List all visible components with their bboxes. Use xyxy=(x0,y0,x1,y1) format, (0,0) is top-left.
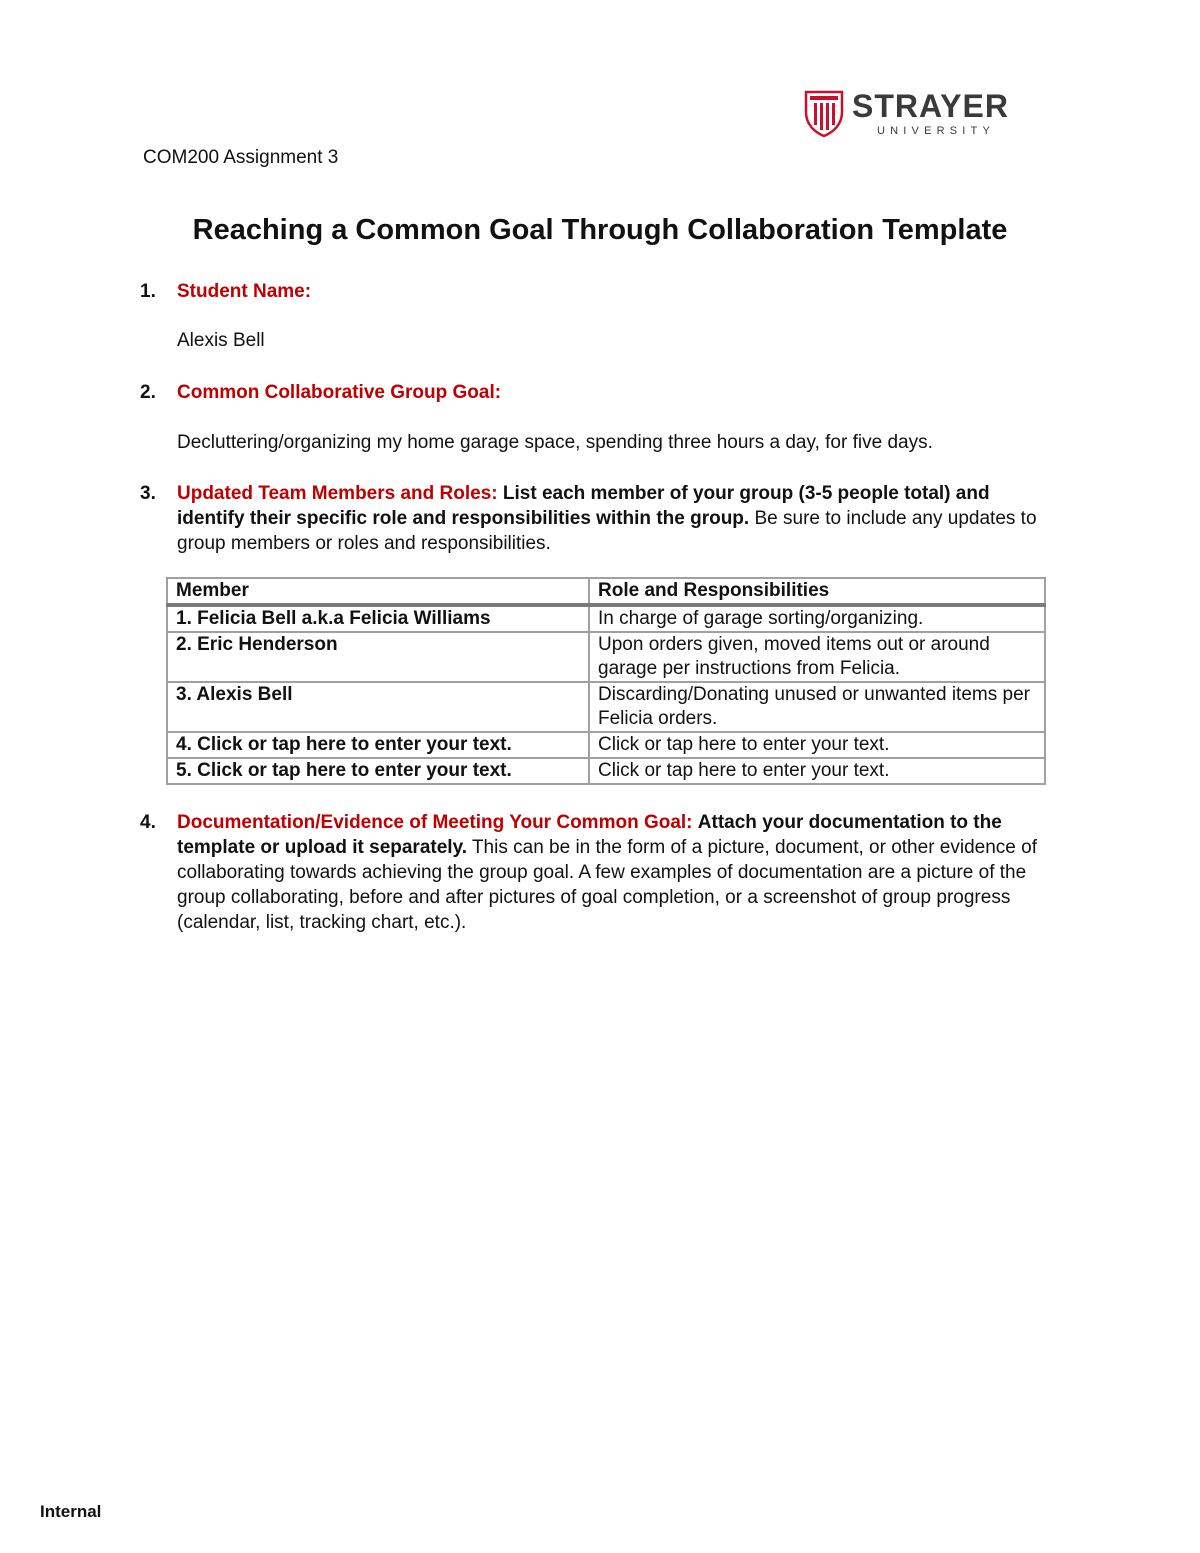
member-input-placeholder[interactable]: 4. Click or tap here to enter your text. xyxy=(167,732,589,758)
table-row xyxy=(167,632,1045,682)
team-members-label: Updated Team Members and Roles: xyxy=(177,483,498,504)
logo-subtitle: UNIVERSITY xyxy=(877,125,996,137)
team-members-instructions xyxy=(177,481,1057,556)
table-row xyxy=(167,758,1045,784)
members-table xyxy=(166,577,1046,785)
documentation-instructions xyxy=(177,810,1057,935)
course-line: COM200 Assignment 3 xyxy=(143,147,339,168)
table-row xyxy=(167,605,1045,632)
header-role: Role and Responsibilities xyxy=(589,578,1045,605)
member-input-placeholder[interactable]: 5. Click or tap here to enter your text. xyxy=(167,758,589,784)
documentation-label: Documentation/Evidence of Meeting Your Common Goal: xyxy=(177,812,693,833)
table-row xyxy=(167,682,1045,732)
item-2-label xyxy=(177,380,1057,405)
role-cell: Discarding/Donating unused or unwanted items per Felicia orders. xyxy=(589,682,1045,732)
student-name-label: Student Name: xyxy=(177,281,312,302)
logo-wordmark: STRAYER xyxy=(852,88,1009,124)
role-input-placeholder[interactable]: Click or tap here to enter your text. xyxy=(589,732,1045,758)
student-name-answer: Alexis Bell xyxy=(177,330,265,351)
item-number-2: 2. xyxy=(140,382,156,403)
member-cell: 3. Alexis Bell xyxy=(167,682,589,732)
item-number-1: 1. xyxy=(140,281,156,302)
header-member: Member xyxy=(167,578,589,605)
documentation-bold-text: Attach your documentation to the template or upload it separately. xyxy=(177,812,1002,858)
strayer-logo xyxy=(804,88,1014,140)
team-members-plain-text: Be sure to include any updates to group members or roles and responsibilities. xyxy=(177,508,1037,554)
group-goal-label: Common Collaborative Group Goal: xyxy=(177,382,502,403)
item-number-4: 4. xyxy=(140,812,156,833)
member-cell: 1. Felicia Bell a.k.a Felicia Williams xyxy=(167,605,589,632)
table-header-row xyxy=(167,578,1045,605)
group-goal-answer: Decluttering/organizing my home garage space, spending three hours a day, for five days. xyxy=(177,432,933,453)
table-row xyxy=(167,732,1045,758)
documentation-plain-text: This can be in the form of a picture, document, or other evidence of collaborating towards achieving the group goal. A few examples of documentation are a picture of the group collaborating, before and after pictures of goal completion, or a screenshot of group progress (calendar, list, tracking chart, etc.). xyxy=(177,837,1037,933)
item-number-3: 3. xyxy=(140,483,156,504)
item-1-label xyxy=(177,279,1057,304)
member-cell: 2. Eric Henderson xyxy=(167,632,589,682)
team-members-bold-text: List each member of your group (3-5 people total) and identify their specific role and responsibilities within the group. xyxy=(177,483,990,529)
document-title: Reaching a Common Goal Through Collaboration Template xyxy=(192,214,1008,246)
role-input-placeholder[interactable]: Click or tap here to enter your text. xyxy=(589,758,1045,784)
shield-icon xyxy=(804,90,844,138)
role-cell: In charge of garage sorting/organizing. xyxy=(589,605,1045,632)
role-cell: Upon orders given, moved items out or around garage per instructions from Felicia. xyxy=(589,632,1045,682)
classification-footer: Internal xyxy=(40,1502,102,1521)
